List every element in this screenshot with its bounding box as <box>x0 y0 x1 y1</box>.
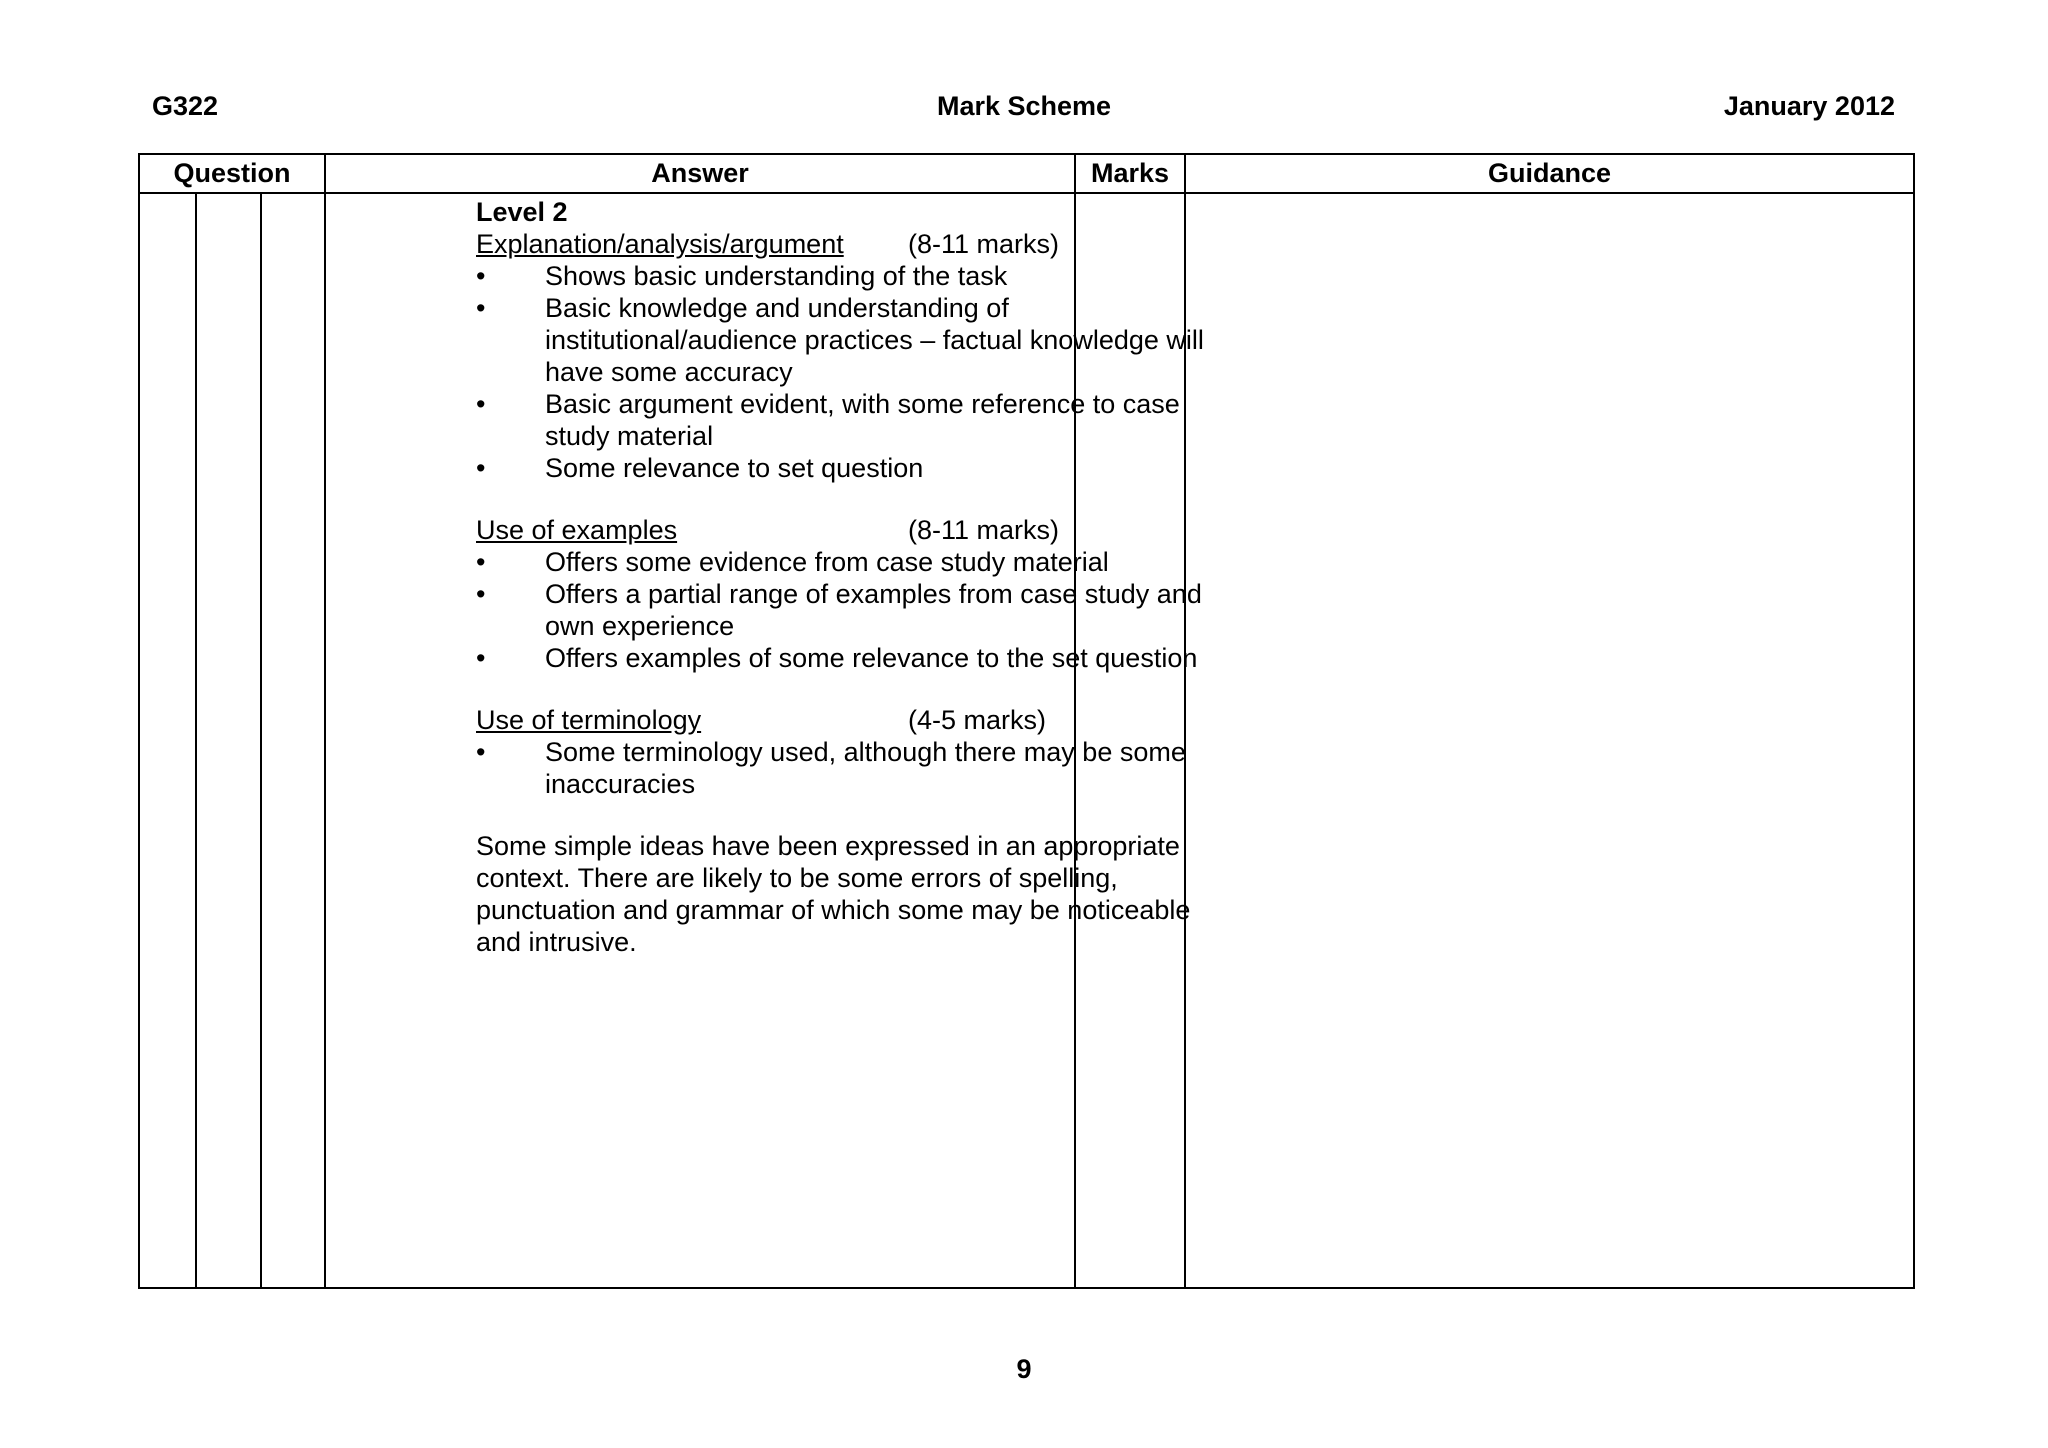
column-header-question: Question <box>173 158 291 188</box>
section-title: Use of examples <box>476 515 678 545</box>
header-divider <box>140 192 1913 194</box>
section-heading <box>476 228 1206 260</box>
list-item: • Offers examples of some relevance to the set question <box>476 642 1206 674</box>
list-item: • Basic argument evident, with some reference to case study material <box>476 388 1206 452</box>
answer-cell <box>476 196 1206 958</box>
column-header-guidance: Guidance <box>1487 158 1612 188</box>
level-heading: Level 2 <box>476 197 568 227</box>
criteria-list <box>476 736 1206 800</box>
list-item: • Shows basic understanding of the task <box>476 260 1206 292</box>
section-title: Explanation/analysis/argument <box>476 229 844 259</box>
list-item: • Some relevance to set question <box>476 452 1206 484</box>
criteria-list <box>476 546 1206 674</box>
mark-scheme-table <box>138 153 1915 1289</box>
section-heading <box>476 514 1206 546</box>
question-subcolumn-divider <box>195 192 197 1287</box>
question-subcolumn-divider <box>260 192 262 1287</box>
list-item: • Offers a partial range of examples from case study and own experience <box>476 578 1206 642</box>
column-divider <box>324 155 326 1287</box>
page-number: 9 <box>1016 1354 1032 1384</box>
section-marks: (8-11 marks) <box>908 515 1060 545</box>
list-item: • Basic knowledge and understanding of institutional/audience practices – factual knowledge will have some accuracy <box>476 292 1206 388</box>
column-header-marks: Marks <box>1090 158 1170 188</box>
document-date: January 2012 <box>1723 91 1895 121</box>
section-heading <box>476 704 1206 736</box>
document-title: Mark Scheme <box>936 91 1112 121</box>
section-marks: (4-5 marks) <box>908 705 1047 735</box>
section-title: Use of terminology <box>476 705 702 735</box>
column-header-answer: Answer <box>651 158 749 188</box>
section-marks: (8-11 marks) <box>908 229 1060 259</box>
summary-paragraph: Some simple ideas have been expressed in an appropriate context. There are likely to be some errors of spelling, punctuation and grammar of which some may be noticeable and intrusive. <box>476 831 1191 957</box>
list-item: • Offers some evidence from case study material <box>476 546 1206 578</box>
criteria-list <box>476 260 1206 484</box>
document-code: G322 <box>152 91 219 121</box>
list-item: • Some terminology used, although there may be some inaccuracies <box>476 736 1206 800</box>
